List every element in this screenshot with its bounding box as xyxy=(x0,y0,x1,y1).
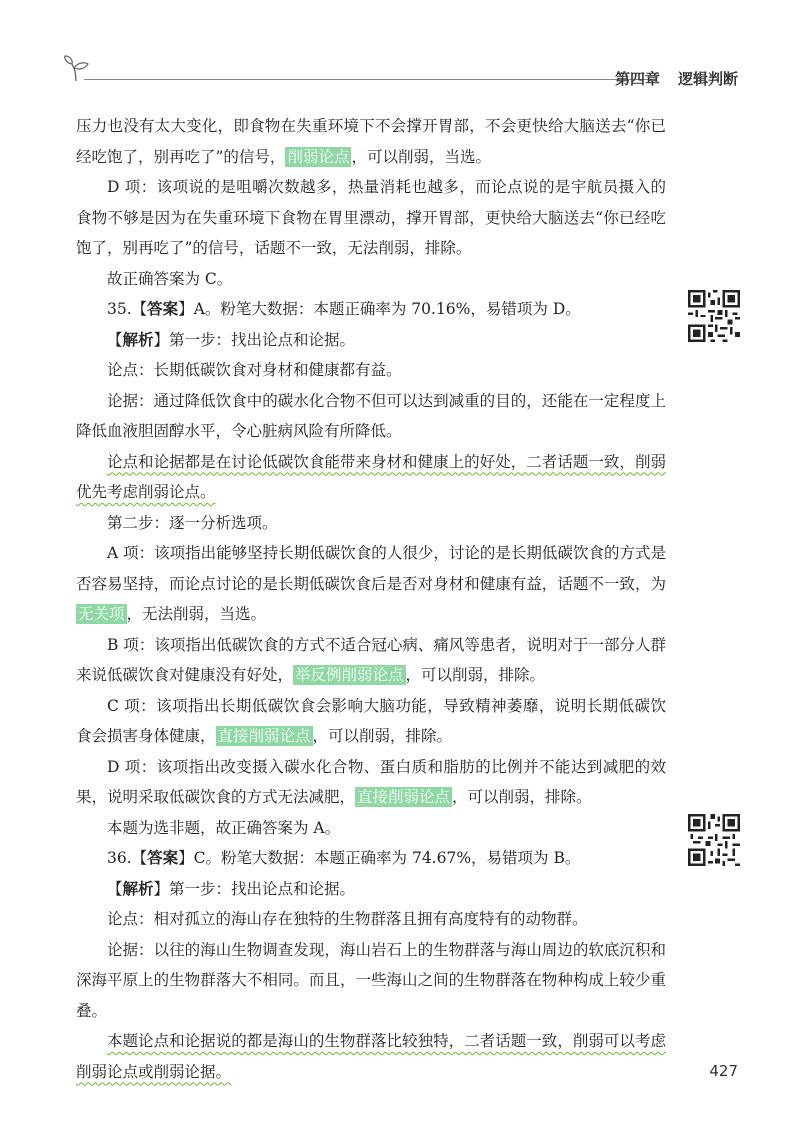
page-body xyxy=(76,111,666,1087)
page-number: 427 xyxy=(709,1062,738,1080)
highlight-tag: 无关项 xyxy=(78,605,125,623)
bold-label: 解析 xyxy=(122,329,154,349)
text-run: 压力也没有太大变化，即食物在失重环境下不会撑开胃部，不会更快给大脑送去“你已经吃饱了，别再吃了”的信号， xyxy=(76,117,666,166)
body-paragraph xyxy=(76,538,666,630)
text-run: ，无法削弱，当选。 xyxy=(126,605,267,623)
body-paragraph xyxy=(76,508,666,539)
text-run: 】A。粉笔大数据：本题正确率为 70.16%，易错项为 D。 xyxy=(178,300,581,318)
header-rule xyxy=(84,79,652,80)
body-paragraph xyxy=(76,111,666,172)
text-run: 【 xyxy=(107,879,123,898)
body-paragraph xyxy=(76,1026,666,1087)
body-paragraph xyxy=(76,355,666,386)
body-paragraph xyxy=(76,172,666,264)
body-paragraph xyxy=(76,904,666,935)
body-paragraph xyxy=(76,447,666,508)
text-run: ，可以削弱，排除。 xyxy=(452,788,592,806)
text-run: D 项：该项指出改变摄入碳水化合物、蛋白质和脂肪的比例并不能达到减肥的效果，说明采取低碳饮食的方式无法减肥， xyxy=(76,757,666,806)
qr-code-icon[interactable] xyxy=(688,290,740,342)
qr-code-icon[interactable] xyxy=(688,814,740,866)
text-run: ，可以削弱，当选。 xyxy=(351,147,491,166)
text-run: D 项：该项说的是咀嚼次数越多，热量消耗也越多，而论点说的是宇航员摄入的食物不够是因为在失重环境下食物在胃里漂动，撑开胃部，更快给大脑送去“你已经吃饱了，别再吃了”的信号，话题不一致，无法削弱，排除。 xyxy=(76,178,666,257)
page-header xyxy=(62,54,742,94)
text-run: 】第一步：找出论点和论据。 xyxy=(153,879,356,898)
chapter-number: 第四章 xyxy=(614,70,660,88)
body-paragraph xyxy=(76,691,666,752)
text-run: 论点：相对孤立的海山存在独特的生物群落且拥有高度特有的动物群。 xyxy=(107,910,588,928)
body-paragraph xyxy=(76,264,666,295)
text-run: 35.【 xyxy=(107,300,148,318)
text-run: 论点：长期低碳饮食对身材和健康都有益。 xyxy=(107,361,402,379)
highlight-tag: 削弱论点 xyxy=(287,147,350,166)
text-run: 】C。粉笔大数据：本题正确率为 74.67%，易错项为 B。 xyxy=(178,849,581,867)
underlined-conclusion: 论点和论据都是在讨论低碳饮食能带来身材和健康上的好处，二者话题一致，削弱优先考虑削弱论点。 xyxy=(76,452,666,501)
body-paragraph xyxy=(76,752,666,813)
text-run: 本题为选非题，故正确答案为 A。 xyxy=(107,818,341,837)
body-paragraph xyxy=(76,935,666,1027)
body-paragraph xyxy=(76,294,666,325)
body-paragraph xyxy=(76,813,666,844)
highlight-tag: 直接削弱论点 xyxy=(357,788,451,806)
body-paragraph xyxy=(76,874,666,905)
body-paragraph xyxy=(76,386,666,447)
underlined-conclusion: 本题论点和论据说的都是海山的生物群落比较独特，二者话题一致，削弱可以考虑削弱论点或削弱论据。 xyxy=(76,1032,666,1081)
body-paragraph xyxy=(76,325,666,356)
body-paragraph xyxy=(76,843,666,874)
text-run: 故正确答案为 C。 xyxy=(107,269,233,288)
text-run: 论据：通过降低饮食中的碳水化合物不但可以达到减重的目的，还能在一定程度上降低血液胆固醇水平，令心脏病风险有所降低。 xyxy=(76,391,666,440)
chapter-title: 逻辑判断 xyxy=(677,70,738,88)
highlight-tag: 直接削弱论点 xyxy=(217,727,311,745)
bold-label: 解析 xyxy=(122,878,154,898)
text-run: 论据：以往的海山生物调查发现，海山岩石上的生物群落与海山周边的软底沉积和深海平原上的生物群落大不相同。而且，一些海山之间的生物群落在物种构成上较少重叠。 xyxy=(76,940,666,1020)
text-run: C 项：该项指出长期低碳饮食会影响大脑功能，导致精神萎靡，说明长期低碳饮食会损害身体健康， xyxy=(76,696,666,745)
bold-label: 答案 xyxy=(147,299,179,318)
text-run: 【 xyxy=(107,330,123,349)
text-run: ，可以削弱，排除。 xyxy=(312,727,453,745)
bold-label: 答案 xyxy=(147,848,179,867)
text-run: 36.【 xyxy=(107,849,148,867)
text-run: 】第一步：找出论点和论据。 xyxy=(153,330,356,349)
highlight-tag: 举反例削弱论点 xyxy=(295,666,404,684)
body-paragraph xyxy=(76,630,666,691)
text-run: B 项：该项指出低碳饮食的方式不适合冠心病、痛风等患者，说明对于一部分人群来说低碳饮食对健康没有好处， xyxy=(76,635,666,684)
text-run: 第二步：逐一分析选项。 xyxy=(107,513,278,532)
text-run: ，可以削弱，排除。 xyxy=(405,666,546,684)
chapter-heading xyxy=(615,68,738,89)
text-run: A 项：该项指出能够坚持长期低碳饮食的人很少，讨论的是长期低碳饮食的方式是否容易坚持，而论点讨论的是长期低碳饮食后是否对身材和健康有益，话题不一致，为 xyxy=(76,544,666,593)
